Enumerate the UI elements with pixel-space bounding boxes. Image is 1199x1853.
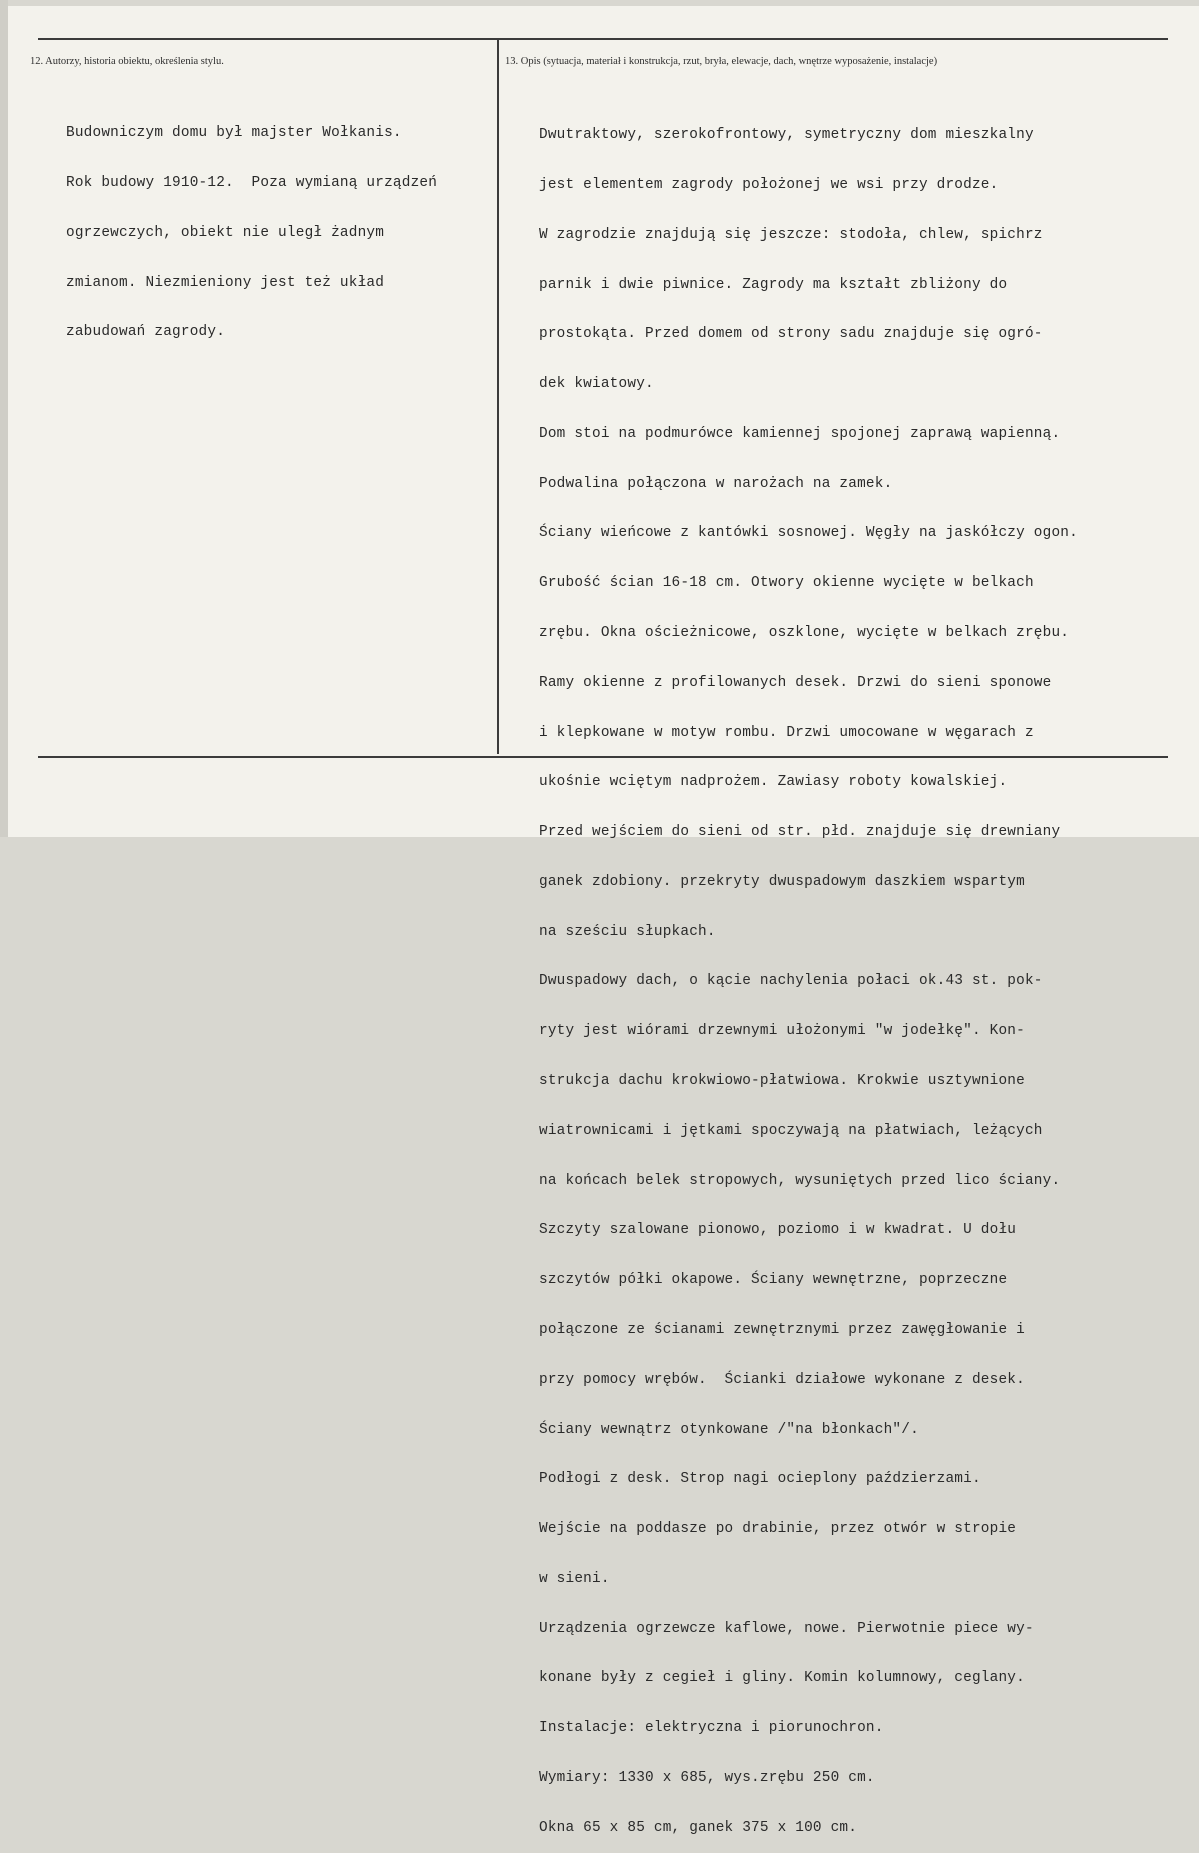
section-12-heading: 12. Autorzy, historia obiektu, określenia stylu. bbox=[30, 56, 224, 67]
text-line: Urządzenia ogrzewcze kaflowe, nowe. Pierwotnie piece wy- bbox=[539, 1620, 1034, 1637]
text-line: Rok budowy 1910-12. Poza wymianą urządzeń bbox=[66, 174, 438, 191]
text-line: Podłogi z desk. Strop nagi ocieplony paździerzami. bbox=[539, 1471, 981, 1488]
text-line: ganek zdobiony. przekryty dwuspadowym daszkiem wspartym bbox=[539, 873, 1025, 890]
text-line: ryty jest wiórami drzewnymi ułożonymi "w jodełkę". Kon- bbox=[539, 1023, 1025, 1040]
text-line: Przed wejściem do sieni od str. płd. znajduje się drewniany bbox=[539, 824, 1061, 841]
text-line: ukośnie wciętym nadprożem. Zawiasy roboty kowalskiej. bbox=[539, 774, 1008, 791]
text-line: połączone ze ścianami zewnętrznymi przez zawęgłowanie i bbox=[539, 1321, 1025, 1338]
text-line: Ramy okienne z profilowanych desek. Drzwi do sieni sponowe bbox=[539, 674, 1052, 691]
text-line: Instalacje: elektryczna i piorunochron. bbox=[539, 1720, 884, 1737]
text-line: Okna 65 x 85 cm, ganek 375 x 100 cm. bbox=[539, 1819, 858, 1836]
text-line: zabudowań zagrody. bbox=[66, 324, 226, 341]
text-line: Szczyty szalowane pionowo, poziomo i w kwadrat. U dołu bbox=[539, 1222, 1017, 1239]
section-12-text bbox=[66, 92, 437, 358]
text-line: Ściany wieńcowe z kantówki sosnowej. Węgły na jaskółczy ogon. bbox=[539, 525, 1078, 542]
section-13-heading: 13. Opis (sytuacja, materiał i konstrukcja, rzut, bryła, elewacje, dach, wnętrze wyposażenie, instalacje) bbox=[505, 56, 938, 67]
text-line: w sieni. bbox=[539, 1570, 610, 1587]
text-line: Dwuspadowy dach, o kącie nachylenia połaci ok.43 st. pok- bbox=[539, 973, 1043, 990]
text-line: ogrzewczych, obiekt nie uległ żadnym bbox=[66, 224, 385, 241]
text-line: Dom stoi na podmurówce kamiennej spojonej zaprawą wapienną. bbox=[539, 425, 1061, 442]
text-line: strukcja dachu krokwiowo-płatwiowa. Krokwie usztywnione bbox=[539, 1073, 1025, 1090]
text-line: jest elementem zagrody położonej we wsi przy drodze. bbox=[539, 176, 999, 193]
text-line: i klepkowane w motyw rombu. Drzwi umocowane w węgarach z bbox=[539, 724, 1034, 741]
text-line: Podwalina połączona w narożach na zamek. bbox=[539, 475, 893, 492]
text-line: na sześciu słupkach. bbox=[539, 923, 716, 940]
text-line: przy pomocy wrębów. Ścianki działowe wykonane z desek. bbox=[539, 1371, 1025, 1388]
top-rule bbox=[38, 38, 1168, 40]
text-line: Grubość ścian 16-18 cm. Otwory okienne wycięte w belkach bbox=[539, 575, 1034, 592]
section-13-text bbox=[539, 94, 1078, 1853]
text-line: dek kwiatowy. bbox=[539, 376, 654, 393]
text-line: szczytów półki okapowe. Ściany wewnętrzne, poprzeczne bbox=[539, 1272, 1008, 1289]
text-line: Wejście na poddasze po drabinie, przez otwór w stropie bbox=[539, 1521, 1017, 1538]
text-line: Wymiary: 1330 x 685, wys.zrębu 250 cm. bbox=[539, 1769, 875, 1786]
text-line: Dwutraktowy, szerokofrontowy, symetryczny dom mieszkalny bbox=[539, 127, 1034, 144]
text-line: konane były z cegieł i gliny. Komin kolumnowy, ceglany. bbox=[539, 1670, 1025, 1687]
text-line: zmianom. Niezmieniony jest też układ bbox=[66, 274, 385, 291]
text-line: zrębu. Okna ościeżnicowe, oszklone, wycięte w belkach zrębu. bbox=[539, 625, 1070, 641]
text-line: na końcach belek stropowych, wysuniętych przed lico ściany. bbox=[539, 1172, 1061, 1189]
text-line: parnik i dwie piwnice. Zagrody ma kształt zbliżony do bbox=[539, 276, 1008, 293]
text-line: W zagrodzie znajdują się jeszcze: stodoła, chlew, spichrz bbox=[539, 226, 1043, 243]
column-divider bbox=[497, 38, 499, 754]
text-line: prostokąta. Przed domem od strony sadu znajduje się ogró- bbox=[539, 326, 1043, 343]
sheet-left-edge bbox=[0, 0, 8, 837]
text-line: Budowniczym domu był majster Wołkanis. bbox=[66, 125, 402, 142]
text-line: wiatrownicami i jętkami spoczywają na płatwiach, leżących bbox=[539, 1122, 1043, 1139]
text-line: Ściany wewnątrz otynkowane /"na błonkach"/. bbox=[539, 1421, 919, 1438]
